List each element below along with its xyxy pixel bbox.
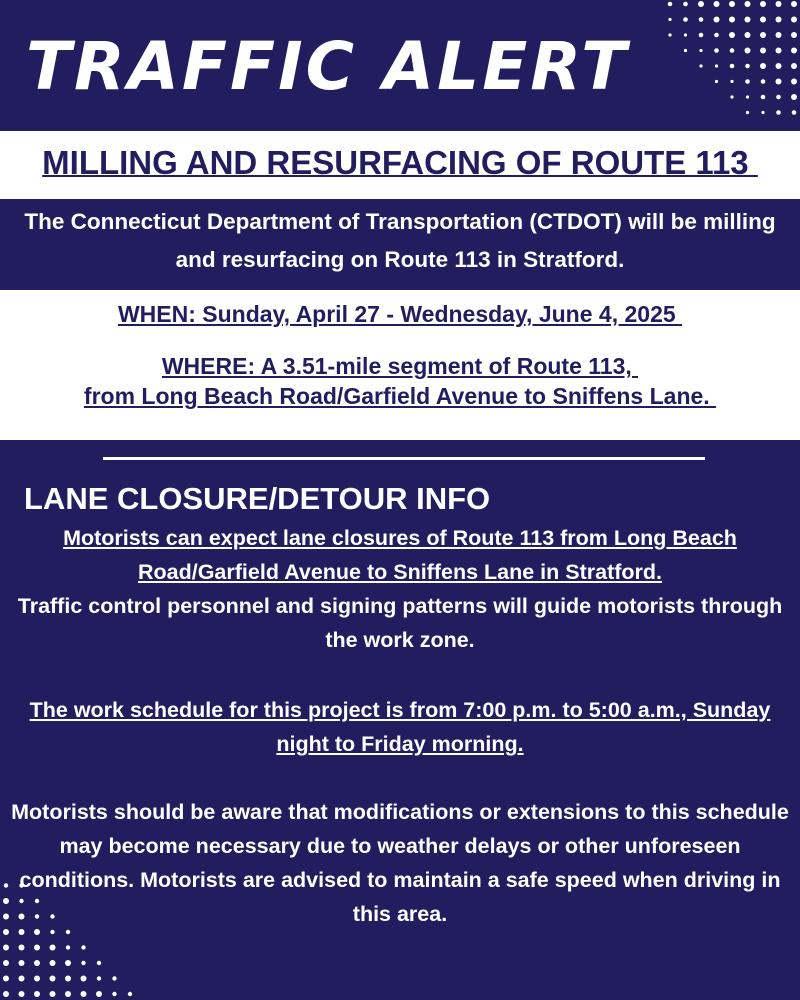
dot [730,48,735,53]
dot [698,1,704,7]
dot [791,79,797,85]
dot [699,49,702,52]
dot [3,991,9,997]
dot [81,991,87,997]
dot [776,48,782,54]
intro-text: The Connecticut Department of Transportation (CTDOT) will be milling and resurfacing on Route 113 in Stratford. [24,209,776,272]
dot [34,960,40,966]
dot [112,976,116,980]
dot [714,17,720,23]
dot [791,48,797,54]
dot [746,111,749,114]
dot [714,48,719,53]
dot [65,960,71,966]
dot [19,960,25,966]
dot [112,992,116,996]
dot [791,63,797,69]
dot [699,33,704,38]
dot [19,976,25,982]
dot [683,2,688,7]
dot [3,976,9,982]
dot [745,79,750,84]
dot [19,945,25,951]
project-headline: MILLING AND RESURFACING OF ROUTE 113 [42,144,758,181]
dot [745,64,750,69]
alert-title: TRAFFIC ALERT [26,28,630,105]
dot [776,110,781,115]
dot [760,63,766,69]
dot [50,976,56,982]
dot [96,991,102,997]
dot [65,991,71,997]
dot [81,961,85,965]
dot [791,1,797,7]
dot [760,1,766,7]
dot [699,17,704,22]
dot [760,32,766,38]
dot [50,945,56,951]
dot [745,1,751,7]
dot [34,991,40,997]
dot [761,95,766,100]
dot [3,960,9,966]
dot [791,94,797,100]
dot [81,945,85,949]
dot [761,79,766,84]
where-line-1: WHERE: A 3.51-mile segment of Route 113, [161,353,639,379]
closures-paragraph: Motorists can expect lane closures of Route 113 from Long Beach Road/Garfield Avenue to Sniffens Lane in Stratford. [63,526,737,584]
dot [715,80,718,83]
dot [760,17,766,23]
dot [50,991,56,997]
dot [81,976,87,982]
dot [668,2,673,7]
dot [729,17,735,23]
dot [730,64,735,69]
dot [714,33,719,38]
dot [792,110,797,115]
dot [668,18,671,21]
schedule-paragraph: The work schedule for this project is from 7:00 p.m. to 5:00 a.m., Sunday night to Friday morning. [29,698,771,756]
dot [791,32,797,38]
dot [97,976,101,980]
dot [776,32,782,38]
dot [66,945,70,949]
when-line: WHEN: Sunday, April 27 - Wednesday, June 4, 2025 [117,301,683,327]
dot [760,48,766,54]
dot [668,33,671,36]
dot [791,17,797,23]
dot [745,17,751,23]
dot [97,961,101,965]
where-block [0,351,800,411]
dot [730,95,733,98]
dot [50,960,56,966]
dot [128,992,132,996]
dot [3,945,9,951]
dot [699,64,702,67]
dot [745,48,751,54]
dot [714,1,720,7]
dot [683,17,688,22]
dot [745,32,751,38]
dot [776,95,781,100]
dot [776,1,782,7]
dot [746,95,749,98]
advisory-paragraph: Motorists should be aware that modifications or extensions to this schedule may become necessary due to weather delays or other unforeseen conditions. Motorists are advised to maintain a safe speed when driving in this area. [11,800,789,926]
where-line-2: from Long Beach Road/Garfield Avenue to Sniffens Lane. [83,383,717,409]
dot [715,64,718,67]
dot [34,945,40,951]
dot [776,63,782,69]
dot [19,991,25,997]
section-heading: LANE CLOSURE/DETOUR INFO [24,481,491,516]
guidance-paragraph: Traffic control personnel and signing patterns will guide motorists through the work zone. [17,594,783,652]
dot [776,17,782,23]
dot [761,111,764,114]
dot-pattern-top-right [660,0,800,120]
dot [729,1,735,7]
dot [684,49,687,52]
dot [776,79,782,85]
section-divider [103,457,705,460]
dot [34,976,40,982]
dot [729,32,735,38]
dot [730,80,733,83]
dot [65,976,71,982]
dot [684,33,687,36]
